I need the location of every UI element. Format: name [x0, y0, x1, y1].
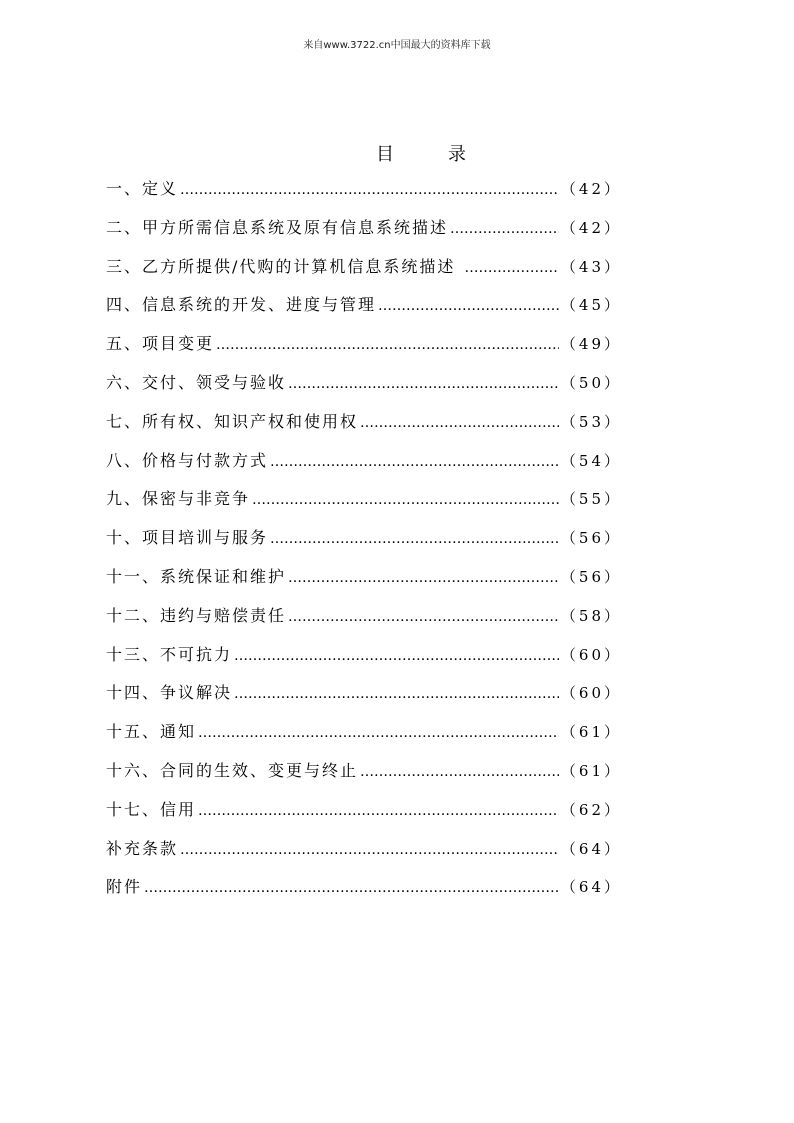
toc-leader-dots [198, 725, 559, 741]
toc-entry-label: 九、保密与非竞争 [106, 489, 251, 509]
toc-entry-label: 十、项目培训与服务 [106, 528, 269, 548]
toc-entry-page: （42） [560, 218, 622, 237]
toc-entry-page: （64） [560, 839, 622, 858]
toc-title-char-2: 录 [448, 144, 466, 165]
table-of-contents [106, 176, 622, 913]
toc-entry[interactable] [106, 448, 622, 487]
toc-entry-page: （42） [560, 180, 622, 198]
toc-entry-label: 十一、系统保证和维护 [106, 566, 287, 586]
toc-entry-page: （62） [560, 800, 622, 819]
toc-leader-dots [180, 182, 559, 198]
toc-leader-dots [270, 454, 559, 470]
toc-entry-label: 十五、通知 [106, 722, 197, 742]
toc-entry[interactable] [106, 215, 622, 254]
toc-entry-label: 一、定义 [106, 179, 179, 198]
toc-leader-dots [144, 880, 559, 896]
toc-entry-label: 五、项目变更 [106, 334, 215, 354]
toc-leader-dots [360, 764, 559, 780]
toc-entry[interactable] [106, 486, 622, 525]
toc-leader-dots [180, 842, 559, 858]
toc-entry-label: 十二、违约与赔偿责任 [106, 605, 287, 625]
toc-entry[interactable] [106, 525, 622, 564]
toc-title [0, 140, 794, 166]
toc-entry[interactable] [106, 254, 622, 293]
toc-entry-page: （61） [560, 761, 622, 780]
toc-leader-dots [464, 260, 558, 276]
toc-leader-dots [216, 337, 559, 353]
toc-entry[interactable] [106, 409, 622, 448]
toc-leader-dots [252, 492, 559, 508]
page-header-source-note: 来自www.3722.cn中国最大的资料库下载 [303, 40, 491, 51]
toc-entry-page: （60） [560, 645, 622, 664]
toc-leader-dots [378, 298, 559, 314]
toc-entry-label: 二、甲方所需信息系统及原有信息系统描述 [106, 217, 449, 237]
toc-leader-dots [234, 648, 559, 664]
toc-entry-page: （60） [560, 684, 622, 703]
toc-entry-page: （58） [560, 606, 622, 625]
toc-entry[interactable] [106, 680, 622, 719]
toc-entry-label: 补充条款 [106, 838, 179, 858]
toc-entry-page: （45） [560, 296, 622, 315]
toc-entry[interactable] [106, 719, 622, 758]
toc-entry-page: （54） [560, 451, 622, 470]
toc-entry-label: 四、信息系统的开发、进度与管理 [106, 295, 377, 315]
toc-leader-dots [450, 221, 559, 237]
toc-leader-dots [288, 376, 559, 392]
toc-entry-label: 十六、合同的生效、变更与终止 [106, 760, 359, 780]
toc-entry-label: 十三、不可抗力 [106, 644, 233, 664]
toc-entry-label: 六、交付、领受与验收 [106, 372, 287, 392]
toc-entry-page: （49） [560, 335, 622, 354]
toc-entry-page: （43） [560, 257, 622, 276]
toc-entry[interactable] [106, 176, 622, 215]
toc-entry-label: 七、所有权、知识产权和使用权 [106, 411, 359, 431]
toc-entry[interactable] [106, 836, 622, 875]
toc-entry-page: （61） [560, 723, 622, 742]
toc-leader-dots [360, 415, 559, 431]
toc-leader-dots [288, 570, 559, 586]
toc-entry-page: （64） [560, 878, 622, 897]
toc-entry-page: （53） [560, 412, 622, 431]
toc-entry[interactable] [106, 331, 622, 370]
toc-entry-label: 十七、信用 [106, 799, 197, 819]
toc-entry-page: （56） [560, 529, 622, 548]
toc-entry[interactable] [106, 292, 622, 331]
toc-entry-label: 附件 [106, 877, 143, 897]
toc-entry-page: （56） [560, 567, 622, 586]
toc-leader-dots [288, 609, 559, 625]
toc-entry-label: 十四、争议解决 [106, 683, 233, 703]
toc-entry[interactable] [106, 758, 622, 797]
toc-entry-page: （55） [560, 490, 622, 509]
toc-entry[interactable] [106, 874, 622, 913]
toc-entry[interactable] [106, 797, 622, 836]
toc-title-char-1: 目 [376, 144, 394, 165]
toc-entry[interactable] [106, 370, 622, 409]
toc-leader-dots [270, 531, 559, 547]
toc-entry-label: 三、乙方所提供/代购的计算机信息系统描述 [106, 256, 463, 276]
toc-entry[interactable] [106, 642, 622, 681]
toc-entry[interactable] [106, 564, 622, 603]
toc-leader-dots [198, 803, 559, 819]
toc-entry[interactable] [106, 603, 622, 642]
toc-entry-page: （50） [560, 373, 622, 392]
toc-leader-dots [234, 686, 559, 702]
toc-entry-label: 八、价格与付款方式 [106, 450, 269, 470]
